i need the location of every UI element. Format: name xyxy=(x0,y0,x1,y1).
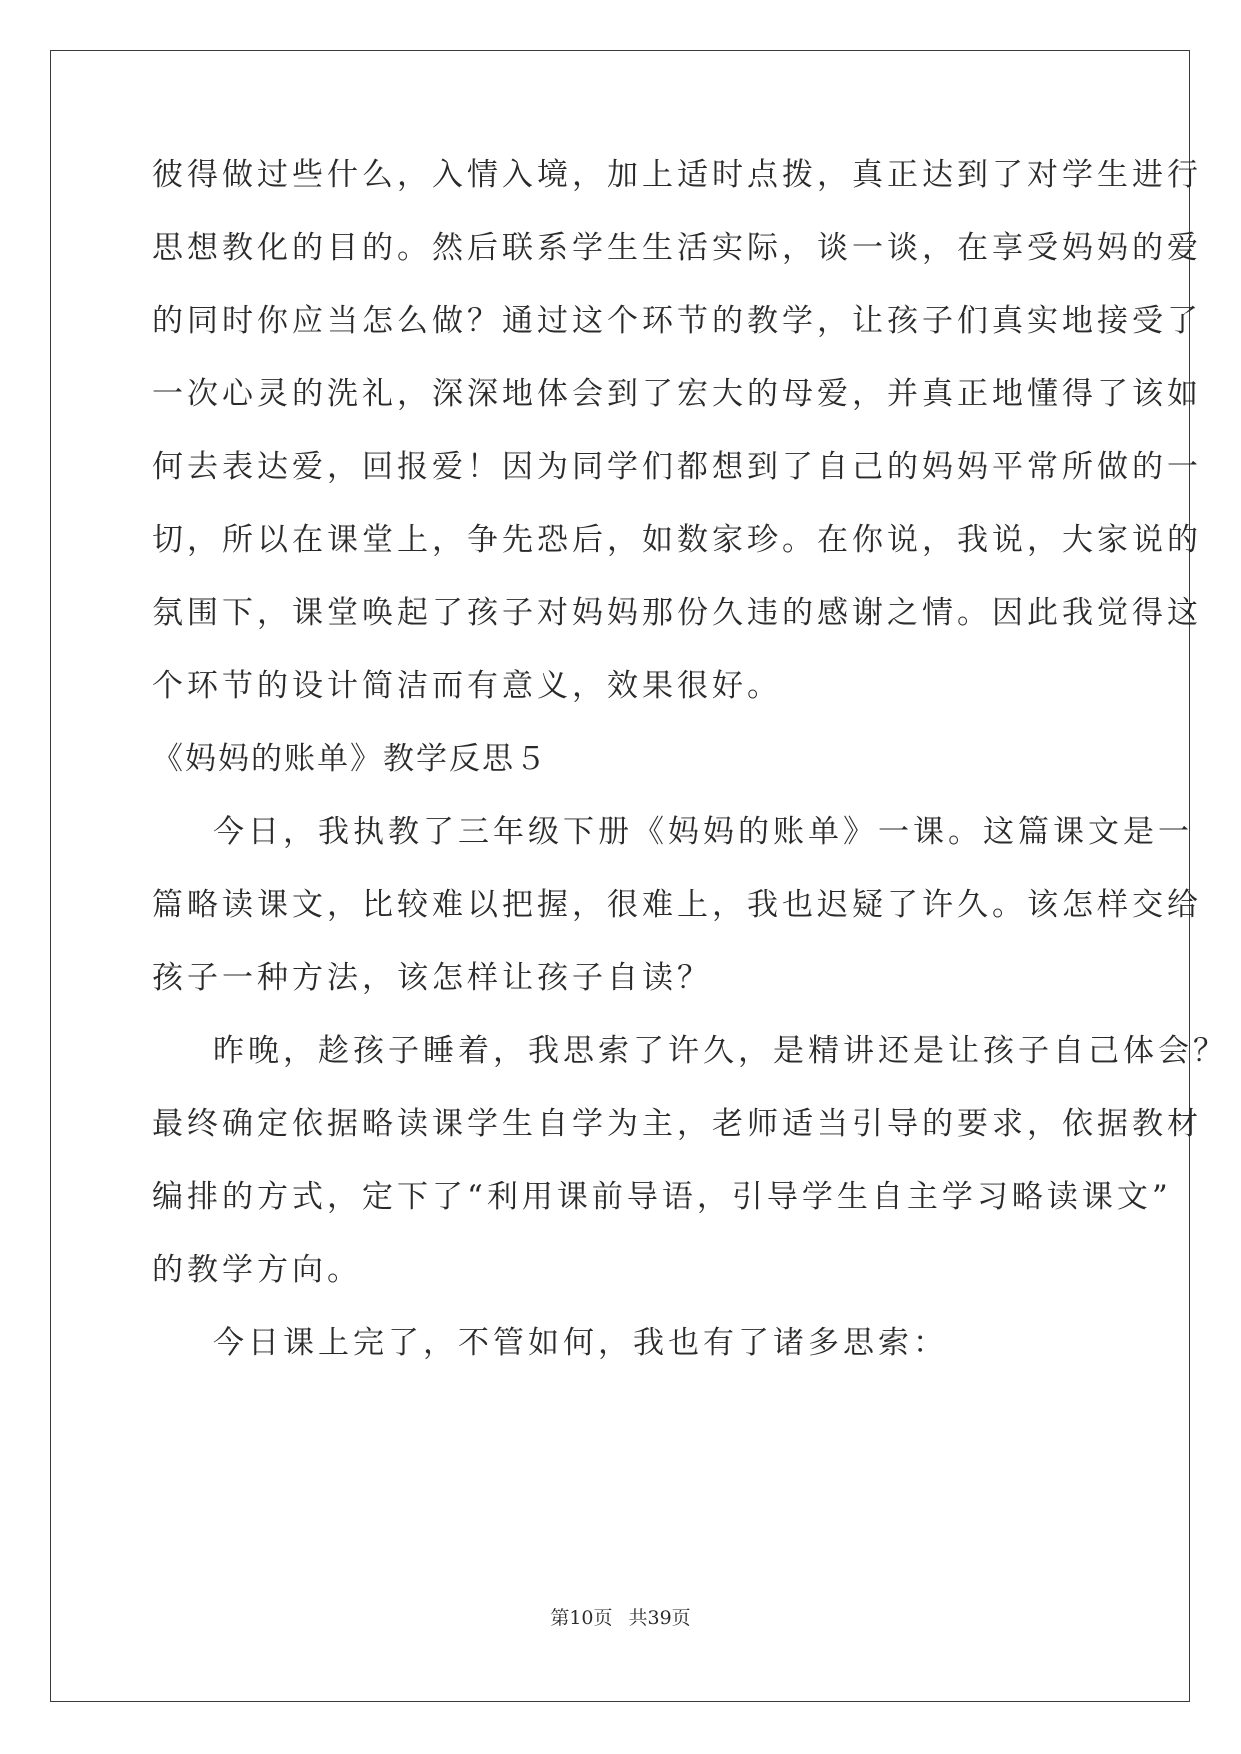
page-border xyxy=(50,50,1190,1702)
body-text-line: 氛围下，课堂唤起了孩子对妈妈那份久违的感谢之情。因此我觉得这 xyxy=(152,595,1202,631)
section-heading: 《妈妈的账单》教学反思５ xyxy=(152,741,548,777)
paragraph-first-line: 今日课上完了，不管如何，我也有了诸多思索： xyxy=(213,1325,948,1361)
body-text-line: 最终确定依据略读课学生自学为主，老师适当引导的要求，依据教材 xyxy=(152,1106,1202,1142)
paragraph-first-line: 昨晚，趁孩子睡着，我思索了许久，是精讲还是让孩子自己体会？ xyxy=(213,1033,1228,1069)
page-total: 共39页 xyxy=(628,1607,691,1629)
body-text-line: 一次心灵的洗礼，深深地体会到了宏大的母爱，并真正地懂得了该如 xyxy=(152,376,1202,412)
body-text-line: 彼得做过些什么，入情入境，加上适时点拨，真正达到了对学生进行 xyxy=(152,157,1202,193)
body-text-line: 个环节的设计简洁而有意义，效果很好。 xyxy=(152,668,782,704)
page-footer xyxy=(0,1606,1241,1630)
paragraph-first-line: 今日，我执教了三年级下册《妈妈的账单》一课。这篇课文是一 xyxy=(213,814,1193,850)
body-text-line: 切，所以在课堂上，争先恐后，如数家珍。在你说，我说，大家说的 xyxy=(152,522,1202,558)
body-text-line: 何去表达爱，回报爱！因为同学们都想到了自己的妈妈平常所做的一 xyxy=(152,449,1202,485)
body-text-line: 篇略读课文，比较难以把握，很难上，我也迟疑了许久。该怎样交给 xyxy=(152,887,1202,923)
body-text-line: 编排的方式，定下了“利用课前导语，引导学生自主学习略读课文” xyxy=(152,1179,1172,1215)
page-number: 第10页 xyxy=(550,1607,613,1629)
body-text-line: 孩子一种方法，该怎样让孩子自读？ xyxy=(152,960,712,996)
body-text-line: 的同时你应当怎么做？通过这个环节的教学，让孩子们真实地接受了 xyxy=(152,303,1202,339)
body-text-line: 思想教化的目的。然后联系学生生活实际，谈一谈，在享受妈妈的爱 xyxy=(152,230,1202,266)
body-text-line: 的教学方向。 xyxy=(152,1252,362,1288)
